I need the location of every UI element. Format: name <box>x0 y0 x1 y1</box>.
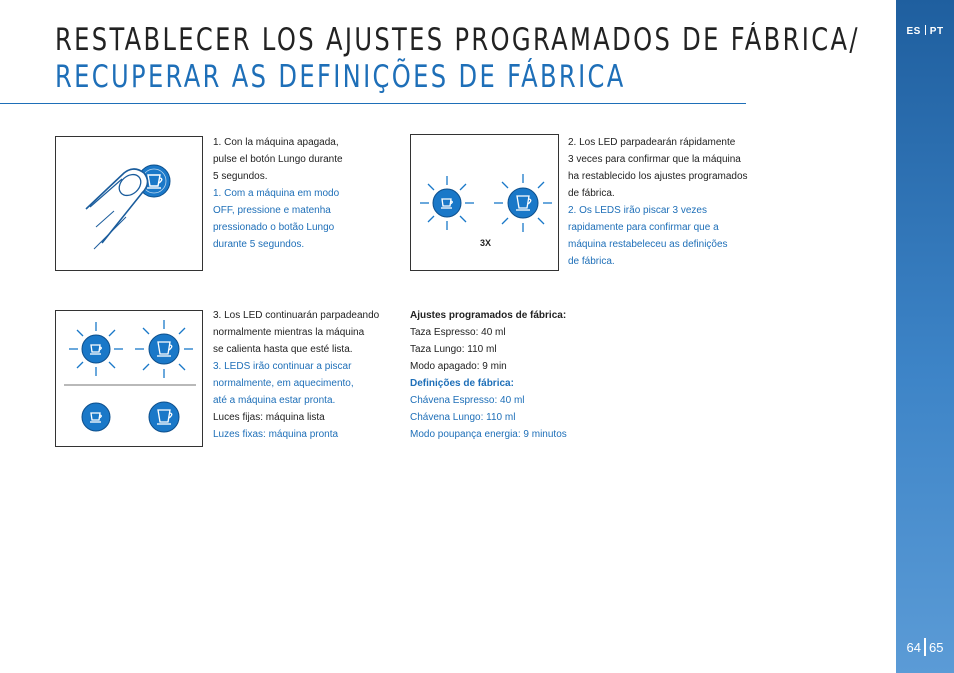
espresso-blink-icon <box>69 322 123 376</box>
finger-press-icon <box>56 137 204 272</box>
page-title-es: RESTABLECER LOS AJUSTES PROGRAMADOS DE FÁBRICA/ <box>55 22 860 58</box>
step2-es-line: 2. Los LED parpadearán rápidamente <box>568 137 736 148</box>
lungo-steady-icon <box>149 402 179 432</box>
step1-es-line: 1. Con la máquina apagada, <box>213 137 339 148</box>
step3-es-line: normalmente mientras la máquina <box>213 327 365 338</box>
step1-illustration <box>55 136 203 271</box>
lang-pt-label: PT <box>929 26 944 37</box>
step1-es-line: pulse el botón Lungo durante <box>213 154 343 165</box>
language-indicator <box>896 25 954 37</box>
step3-pt-extra: Luzes fixas: máquina pronta <box>213 429 339 440</box>
step1-pt-line: pressionado o botão Lungo <box>213 222 335 233</box>
step3-es-line: se calienta hasta que esté lista. <box>213 344 353 355</box>
step2-pt-line: 2. Os LEDS irão piscar 3 vezes <box>568 205 707 216</box>
step1-pt-line: durante 5 segundos. <box>213 239 305 250</box>
step2-es-line: 3 veces para confirmar que la máquina <box>568 154 741 165</box>
step2-text <box>568 134 748 270</box>
step2-pt-line: rapidamente para confirmar que a <box>568 222 719 233</box>
step1-text <box>213 134 343 253</box>
page-numbers <box>896 638 954 656</box>
lang-separator <box>925 25 926 35</box>
page-title-pt: RECUPERAR AS DEFINIÇÕES DE FÁBRICA <box>55 59 626 95</box>
settings-pt-item: Chávena Lungo: 110 ml <box>410 412 516 423</box>
lungo-blink-icon <box>494 174 552 232</box>
step3-es-extra: Luces fijas: máquina lista <box>213 412 325 423</box>
page-number-right: 65 <box>929 640 944 655</box>
step3-pt-line: normalmente, em aquecimento, <box>213 378 354 389</box>
factory-settings <box>410 307 567 443</box>
step1-pt-line: OFF, pressione e matenha <box>213 205 331 216</box>
settings-pt-item: Chávena Espresso: 40 ml <box>410 395 525 406</box>
step1-pt-line: 1. Com a máquina em modo <box>213 188 340 199</box>
step3-es-line: 3. Los LED continuarán parpadeando <box>213 310 380 321</box>
page-number-separator <box>924 638 926 656</box>
step2-illustration <box>410 134 559 271</box>
step1-es-line: 5 segundos. <box>213 171 268 182</box>
sidebar-band <box>896 0 954 673</box>
step3-text <box>213 307 379 443</box>
settings-es-item: Taza Espresso: 40 ml <box>410 327 506 338</box>
lang-es-label: ES <box>906 26 921 37</box>
blink-count-label: 3X <box>480 238 492 248</box>
settings-es-item: Taza Lungo: 110 ml <box>410 344 497 355</box>
step2-pt-line: de fábrica. <box>568 256 615 267</box>
step2-pt-line: máquina restabeleceu as definições <box>568 239 728 250</box>
lungo-blink-icon <box>135 320 193 378</box>
espresso-blink-icon <box>420 176 474 230</box>
step3-illustration <box>55 310 203 447</box>
step3-pt-line: até a máquina estar pronta. <box>213 395 336 406</box>
title-divider <box>0 103 746 104</box>
settings-pt-heading: Definições de fábrica: <box>410 378 514 389</box>
settings-es-heading: Ajustes programados de fábrica: <box>410 310 567 321</box>
page-number-left: 64 <box>906 640 921 655</box>
step2-es-line: ha restablecido los ajustes programados <box>568 171 748 182</box>
settings-pt-item: Modo poupança energia: 9 minutos <box>410 429 567 440</box>
settings-es-item: Modo apagado: 9 min <box>410 361 507 372</box>
espresso-steady-icon <box>82 403 110 431</box>
step2-es-line: de fábrica. <box>568 188 615 199</box>
step3-pt-line: 3. LEDS irão continuar a piscar <box>213 361 352 372</box>
